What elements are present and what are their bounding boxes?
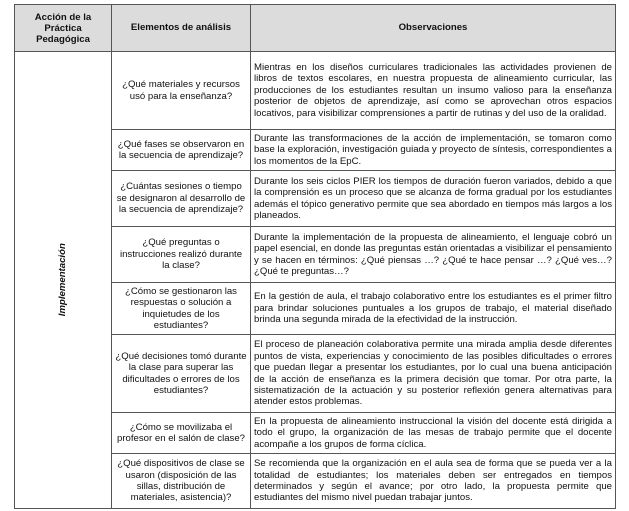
row-observation: Durante los seis ciclos PIER los tiempos de duración fueron variados, debido a que la comprensión es un proceso que se alcanza de forma gradual por los estudiantes además el tópico generativo permite que sea abordado en tiempos más largos a los planeados. <box>251 171 616 227</box>
row-question: ¿Cómo se gestionaron las respuestas o solución a inquietudes de los estudiantes? <box>112 283 251 335</box>
table-header <box>15 5 616 52</box>
header-observations: Observaciones <box>251 5 616 52</box>
header-row <box>15 5 616 52</box>
phase-cell <box>15 52 112 509</box>
header-practice-action: Acción de la Práctica Pedagógica <box>15 5 112 52</box>
row-question: ¿Qué materiales y recursos usó para la enseñanza? <box>112 52 251 130</box>
table-row <box>15 52 616 130</box>
row-question: ¿Qué preguntas o instrucciones realizó durante la clase? <box>112 227 251 283</box>
phase-label: Implementación <box>57 243 69 317</box>
row-question: ¿Cómo se movilizaba el profesor en el salón de clase? <box>112 413 251 454</box>
row-observation: En la gestión de aula, el trabajo colaborativo entre los estudiantes es el primer filtro para brindar soluciones puntuales a los grupos de trabajo, el material diseñado brinda una segunda mirada de la efectividad de la instrucción. <box>251 283 616 335</box>
row-observation: Mientras en los diseños curriculares tradicionales las actividades provienen de libros de textos escolares, en nuestra propuesta de alineamiento curricular, las producciones de los estudiantes resultan un insumo valioso para la enseñanza posterior de objetos de aprendizaje, así como se aprovechan otros espacios locativos, para visibilizar comprensiones a partir de rutinas y del uso de la oralidad. <box>251 52 616 130</box>
row-question: ¿Cuántas sesiones o tiempo se designaron al desarrollo de la secuencia de aprendizaje? <box>112 171 251 227</box>
row-observation: En la propuesta de alineamiento instruccional la visión del docente está dirigida a todo el grupo, la organización de las mesas de trabajo permite que el docente acompañe a los grupos de forma cíclica. <box>251 413 616 454</box>
row-observation: Durante la implementación de la propuesta de alineamiento, el lenguaje cobró un papel esencial, en donde las preguntas están orientadas a visibilizar el pensamiento y se hacen en términos: ¿Qué piensas …? ¿Qué te hace pensar …? ¿Qué ves…? ¿Qué te preguntas…? <box>251 227 616 283</box>
row-question: ¿Qué fases se observaron en la secuencia de aprendizaje? <box>112 130 251 171</box>
analysis-table <box>14 4 616 509</box>
row-observation: Durante las transformaciones de la acción de implementación, se tomaron como base la exploración, investigación guiada y proyecto de síntesis, correspondientes a los momentos de la EpC. <box>251 130 616 171</box>
table-body <box>15 52 616 509</box>
row-question: ¿Qué decisiones tomó durante la clase para superar las dificultades o errores de los estudiantes? <box>112 335 251 413</box>
header-analysis-elements: Elementos de análisis <box>112 5 251 52</box>
row-observation: Se recomienda que la organización en el aula sea de forma que se pueda ver a la totalidad de estudiantes; los materiales deben ser entregados en tiempos determinados y según el avance; por otro lado, la propuesta permite que estudiantes del mismo nivel puedan trabajar juntos. <box>251 454 616 509</box>
row-observation: El proceso de planeación colaborativa permite una mirada amplia desde diferentes puntos de vista, experiencias y conocimiento de las posibles dificultades o errores que puedan llegar a presentar los estudiantes, por lo cual una buena anticipación de la acción de enseñanza es la primera decisión que tomar. Por otra parte, la sistematización de la actuación y su posterior reflexión genera alternativas para atender estos problemas. <box>251 335 616 413</box>
row-question: ¿Qué dispositivos de clase se usaron (disposición de las sillas, distribución de materiales, asistencia)? <box>112 454 251 509</box>
